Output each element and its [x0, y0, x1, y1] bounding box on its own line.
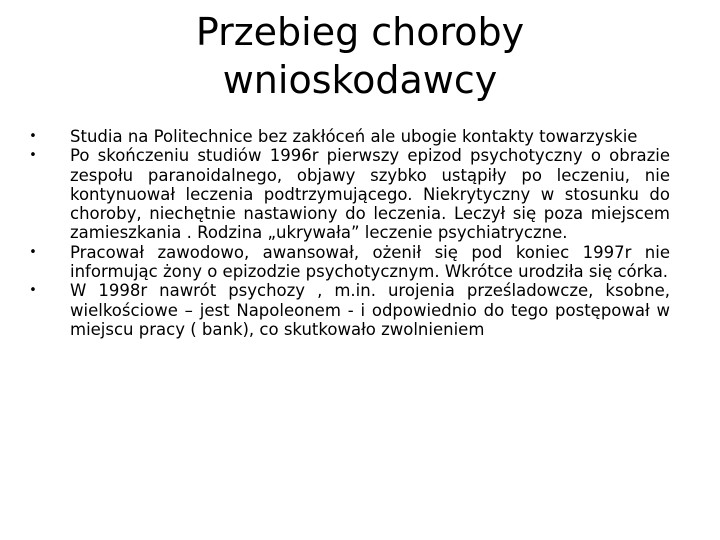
slide-title-line-2: wnioskodawcy: [222, 58, 498, 102]
bullet-dot-icon: •: [29, 129, 37, 144]
slide-title-line-1: Przebieg choroby: [195, 10, 525, 54]
bullet-dot-icon: •: [29, 244, 37, 260]
bullet-dot-icon: •: [29, 148, 37, 164]
bullet-dot-icon: •: [29, 283, 37, 299]
bullet-item-relapse: [26, 281, 670, 339]
bullet-item-first-episode: [26, 146, 670, 242]
bullet-text: Studia na Politechnice bez zakłóceń ale ubogie kontakty towarzyskie: [70, 127, 638, 146]
slide-title: [60, 8, 660, 104]
bullet-text: Pracował zawodowo, awansował, ożenił się pod koniec 1997r nie informując żony o epizodzie psychotycznym. Wkrótce urodziła się córka.: [70, 242, 670, 282]
bullet-item-work-marriage: [26, 243, 670, 282]
bullet-text: W 1998r nawrót psychozy , m.in. urojenia prześladowcze, ksobne, wielkościowe – jest Napoleonem - i odpowiednio do tego postępował w miejscu pracy ( bank), co skutkowało zwolnieniem: [70, 281, 670, 339]
bullet-list: [26, 127, 670, 339]
bullet-text: Po skończeniu studiów 1996r pierwszy epizod psychotyczny o obrazie zespołu paranoidalnego, objawy szybko ustąpiły po leczeniu, nie kontynuował leczenia podtrzymującego. Niekrytyczny w stosunku do choroby, niechętnie nastawiony do leczenia. Leczył się poza miejscem zamieszkania . Rodzina „ukrywała” leczenie psychiatryczne.: [70, 146, 670, 243]
bullet-item-studies: [26, 127, 670, 146]
